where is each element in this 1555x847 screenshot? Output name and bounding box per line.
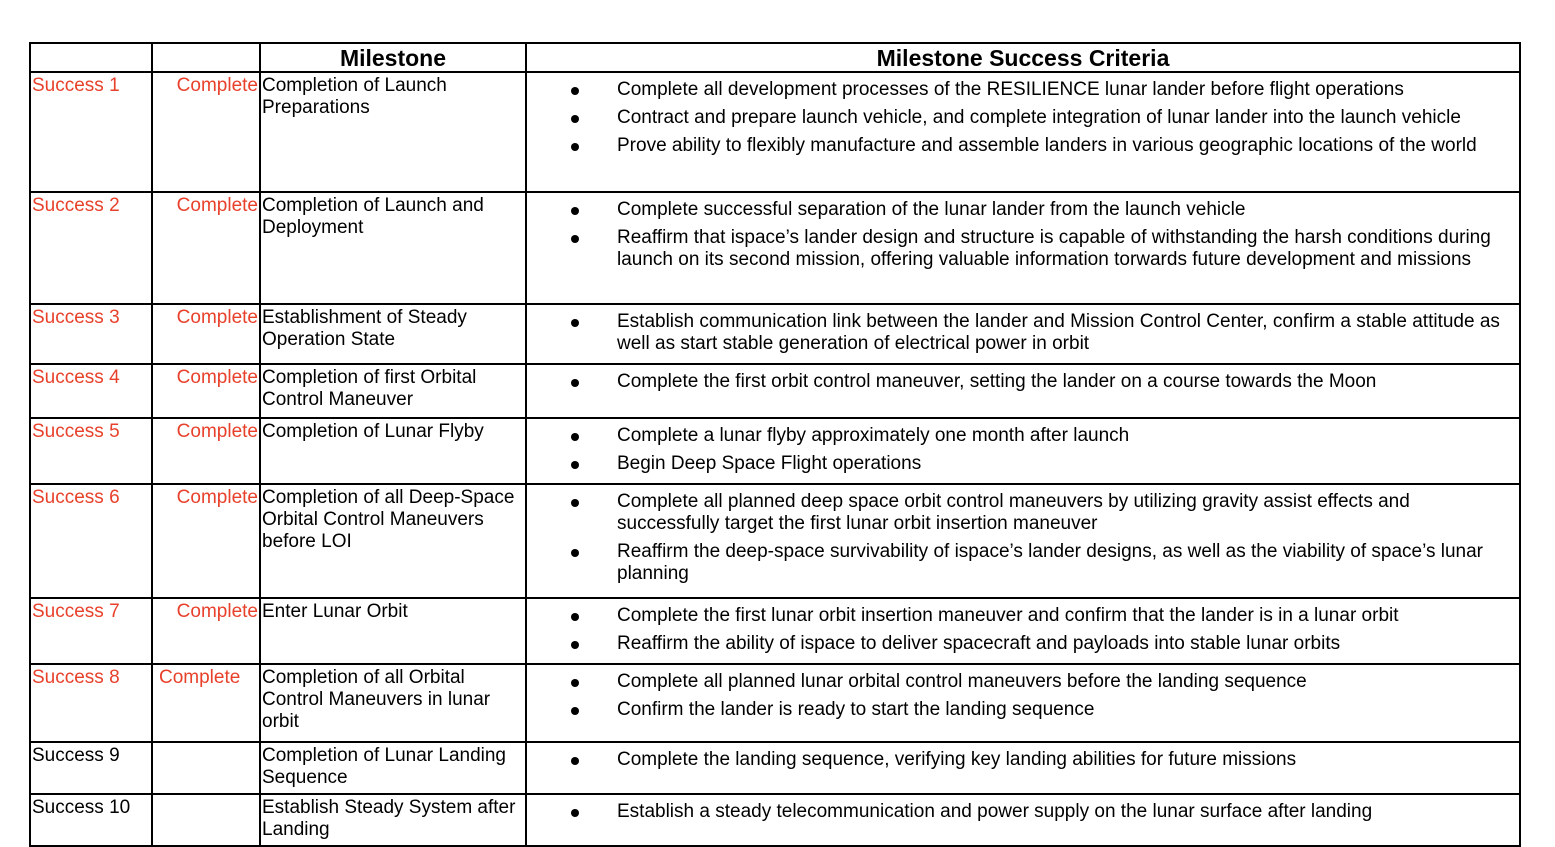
success-label: Success 10 bbox=[30, 794, 152, 846]
criteria-text: Begin Deep Space Flight operations bbox=[617, 453, 922, 474]
criteria-item bbox=[527, 633, 1511, 655]
success-label: Success 7 bbox=[30, 598, 152, 664]
status-empty bbox=[152, 794, 260, 846]
bullet-icon bbox=[571, 707, 579, 715]
status-empty bbox=[152, 742, 260, 794]
status-complete: Complete bbox=[152, 304, 260, 364]
criteria-list bbox=[527, 491, 1511, 585]
milestone-name: Completion of Lunar Flyby bbox=[260, 418, 526, 484]
bullet-icon bbox=[571, 115, 579, 123]
bullet-icon bbox=[571, 379, 579, 387]
header-status-empty bbox=[152, 43, 260, 72]
bullet-icon bbox=[571, 613, 579, 621]
criteria-item bbox=[527, 541, 1511, 585]
table-row bbox=[30, 418, 1520, 484]
criteria-item bbox=[527, 227, 1511, 271]
table-row bbox=[30, 794, 1520, 846]
milestone-name: Enter Lunar Orbit bbox=[260, 598, 526, 664]
table-row bbox=[30, 192, 1520, 304]
bullet-icon bbox=[571, 499, 579, 507]
criteria-text: Complete a lunar flyby approximately one month after launch bbox=[617, 425, 1130, 446]
milestone-name: Establishment of Steady Operation State bbox=[260, 304, 526, 364]
criteria-list bbox=[527, 425, 1511, 475]
criteria-text: Reaffirm the ability of ispace to deliver spacecraft and payloads into stable lunar orbits bbox=[617, 633, 1341, 654]
criteria-text: Establish a steady telecommunication and power supply on the lunar surface after landing bbox=[617, 801, 1373, 822]
criteria-text: Confirm the lander is ready to start the landing sequence bbox=[617, 699, 1095, 720]
criteria-item bbox=[527, 801, 1511, 823]
status-complete: Complete bbox=[152, 664, 260, 742]
bullet-icon bbox=[571, 207, 579, 215]
bullet-icon bbox=[571, 641, 579, 649]
criteria-cell bbox=[526, 484, 1520, 598]
criteria-item bbox=[527, 605, 1511, 627]
header-milestone: Milestone bbox=[260, 43, 526, 72]
criteria-cell bbox=[526, 664, 1520, 742]
status-complete: Complete bbox=[152, 598, 260, 664]
criteria-cell bbox=[526, 598, 1520, 664]
milestone-name: Completion of first Orbital Control Maneuver bbox=[260, 364, 526, 418]
criteria-cell bbox=[526, 418, 1520, 484]
criteria-item bbox=[527, 107, 1511, 129]
success-label: Success 3 bbox=[30, 304, 152, 364]
criteria-item bbox=[527, 453, 1511, 475]
criteria-cell bbox=[526, 742, 1520, 794]
criteria-text: Contract and prepare launch vehicle, and complete integration of lunar lander into the launch vehicle bbox=[617, 107, 1461, 128]
criteria-list bbox=[527, 79, 1511, 157]
criteria-cell bbox=[526, 192, 1520, 304]
milestone-name: Completion of Launch Preparations bbox=[260, 72, 526, 192]
criteria-list bbox=[527, 671, 1511, 721]
criteria-item bbox=[527, 371, 1511, 393]
criteria-text: Reaffirm the deep-space survivability of ispace’s lander designs, as well as the viability of space’s lunar planning bbox=[617, 541, 1484, 584]
table-row bbox=[30, 72, 1520, 192]
success-label: Success 8 bbox=[30, 664, 152, 742]
table-row bbox=[30, 664, 1520, 742]
bullet-icon bbox=[571, 757, 579, 765]
milestone-name: Establish Steady System after Landing bbox=[260, 794, 526, 846]
table-row bbox=[30, 742, 1520, 794]
status-complete: Complete bbox=[152, 484, 260, 598]
status-complete: Complete bbox=[152, 192, 260, 304]
bullet-icon bbox=[571, 549, 579, 557]
criteria-list bbox=[527, 371, 1511, 393]
criteria-text: Prove ability to flexibly manufacture and assemble landers in various geographic locations of the world bbox=[617, 135, 1477, 156]
criteria-text: Complete the first lunar orbit insertion maneuver and confirm that the lander is in a lunar orbit bbox=[617, 605, 1399, 626]
criteria-cell bbox=[526, 72, 1520, 192]
success-label: Success 4 bbox=[30, 364, 152, 418]
criteria-cell bbox=[526, 304, 1520, 364]
criteria-item bbox=[527, 311, 1511, 355]
milestone-table bbox=[29, 42, 1521, 847]
bullet-icon bbox=[571, 679, 579, 687]
criteria-text: Complete all planned lunar orbital control maneuvers before the landing sequence bbox=[617, 671, 1307, 692]
header-success-empty bbox=[30, 43, 152, 72]
table-row bbox=[30, 304, 1520, 364]
bullet-icon bbox=[571, 809, 579, 817]
criteria-text: Complete the first orbit control maneuver, setting the lander on a course towards the Moon bbox=[617, 371, 1377, 392]
success-label: Success 9 bbox=[30, 742, 152, 794]
criteria-cell bbox=[526, 364, 1520, 418]
criteria-list bbox=[527, 311, 1511, 355]
milestone-name: Completion of all Deep-Space Orbital Control Maneuvers before LOI bbox=[260, 484, 526, 598]
criteria-item bbox=[527, 425, 1511, 447]
criteria-item bbox=[527, 749, 1511, 771]
bullet-icon bbox=[571, 87, 579, 95]
table-row bbox=[30, 598, 1520, 664]
milestone-name: Completion of Launch and Deployment bbox=[260, 192, 526, 304]
success-label: Success 1 bbox=[30, 72, 152, 192]
criteria-item bbox=[527, 199, 1511, 221]
criteria-item bbox=[527, 135, 1511, 157]
table-row bbox=[30, 364, 1520, 418]
criteria-text: Complete all planned deep space orbit control maneuvers by utilizing gravity assist effects and successfully target the first lunar orbit insertion maneuver bbox=[617, 491, 1410, 534]
success-label: Success 2 bbox=[30, 192, 152, 304]
bullet-icon bbox=[571, 461, 579, 469]
bullet-icon bbox=[571, 143, 579, 151]
criteria-text: Complete the landing sequence, verifying key landing abilities for future missions bbox=[617, 749, 1297, 770]
criteria-item bbox=[527, 671, 1511, 693]
criteria-list bbox=[527, 749, 1511, 771]
bullet-icon bbox=[571, 319, 579, 327]
status-complete: Complete bbox=[152, 72, 260, 192]
status-complete: Complete bbox=[152, 418, 260, 484]
criteria-text: Complete successful separation of the lunar lander from the launch vehicle bbox=[617, 199, 1246, 220]
criteria-text: Reaffirm that ispace’s lander design and structure is capable of withstanding the harsh conditions during launch on its second mission, offering valuable information torwards future development and missions bbox=[617, 227, 1491, 270]
criteria-item bbox=[527, 79, 1511, 101]
criteria-text: Complete all development processes of the RESILIENCE lunar lander before flight operations bbox=[617, 79, 1404, 100]
header-row bbox=[30, 43, 1520, 72]
criteria-list bbox=[527, 801, 1511, 823]
criteria-item bbox=[527, 699, 1511, 721]
criteria-list bbox=[527, 605, 1511, 655]
criteria-list bbox=[527, 199, 1511, 271]
criteria-text: Establish communication link between the lander and Mission Control Center, confirm a stable attitude as well as start stable generation of electrical power in orbit bbox=[617, 311, 1500, 354]
criteria-cell bbox=[526, 794, 1520, 846]
success-label: Success 6 bbox=[30, 484, 152, 598]
criteria-item bbox=[527, 491, 1511, 535]
bullet-icon bbox=[571, 235, 579, 243]
success-label: Success 5 bbox=[30, 418, 152, 484]
header-criteria: Milestone Success Criteria bbox=[526, 43, 1520, 72]
milestone-name: Completion of all Orbital Control Maneuvers in lunar orbit bbox=[260, 664, 526, 742]
status-complete: Complete bbox=[152, 364, 260, 418]
milestone-name: Completion of Lunar Landing Sequence bbox=[260, 742, 526, 794]
table-row bbox=[30, 484, 1520, 598]
bullet-icon bbox=[571, 433, 579, 441]
